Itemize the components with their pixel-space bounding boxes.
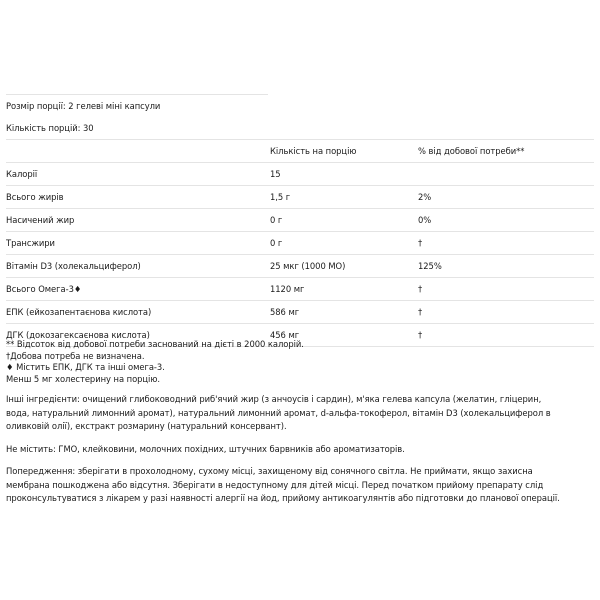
nutrient-daily-value: † — [418, 324, 594, 347]
warning-line: Попередження: зберігати в прохолодному, сухому місці, захищеному від сонячного світла. Не приймати, якщо захисна — [6, 466, 533, 476]
nutrient-amount: 456 мг — [270, 324, 418, 347]
serving-count — [6, 117, 594, 139]
nutrient-name: Трансжири — [6, 232, 270, 255]
nutrient-daily-value: † — [418, 301, 594, 324]
footnote-daily-value: ** Відсоток від добової потреби заснований на дієті в 2000 калорій. — [6, 339, 304, 349]
nutrient-name: Вітамін D3 (холекальциферол) — [6, 255, 270, 278]
nutrient-amount: 1120 мг — [270, 278, 418, 301]
other-ingredients — [6, 393, 594, 434]
nutrient-amount: 0 г — [270, 209, 418, 232]
nutrient-name: ДГК (докозагексаєнова кислота) — [6, 324, 270, 347]
nutrient-daily-value: † — [418, 278, 594, 301]
footnote-cholesterol: Менш 5 мг холестерину на порцію. — [6, 373, 160, 384]
footnote-omega: ♦ Містить ЕПК, ДГК та інші омега-3. — [6, 362, 165, 373]
nutrient-name: Всього Омега-3♦ — [6, 278, 270, 301]
nutrient-amount: 0 г — [270, 232, 418, 255]
nutrient-daily-value: 0% — [418, 209, 594, 232]
supplement-facts — [6, 94, 594, 347]
footnotes — [6, 339, 594, 385]
serving-count-text: Кількість порцій: 30 — [6, 123, 94, 133]
warning-line: мембрана пошкоджена або відсутня. Зберігати в недоступному для дітей місці. Перед початком прийому препарату слід — [6, 479, 544, 490]
not-contains-line: Не містить: ГМО, клейковини, молочних похідних, штучних барвників або ароматизаторів. — [6, 444, 405, 454]
header-amount: Кількість на порцію — [270, 140, 418, 163]
nutrient-name: Калорії — [6, 163, 270, 186]
table-header-row — [6, 140, 594, 163]
ingredients-line: оливковій олії), екстракт розмарину (натуральний консервант). — [6, 421, 287, 432]
header-nutrient — [6, 140, 270, 163]
nutrient-name: ЕПК (ейкозапентаєнова кислота) — [6, 301, 270, 324]
serving-size — [6, 94, 268, 117]
does-not-contain — [6, 443, 594, 457]
nutrient-amount: 586 мг — [270, 301, 418, 324]
header-daily-value: % від добової потреби** — [418, 140, 594, 163]
nutrient-amount: 15 — [270, 163, 418, 186]
nutrient-name: Насичений жир — [6, 209, 270, 232]
nutrient-name: Всього жирів — [6, 186, 270, 209]
table-row — [6, 232, 594, 255]
serving-size-text: Розмір порції: 2 гелеві міні капсули — [6, 101, 161, 111]
table-row — [6, 301, 594, 324]
ingredients-line: вода, натуральний лимонний аромат), натуральний лимонний аромат, d-альфа-токоферол, вітамін D3 (холекальциферол в — [6, 407, 551, 418]
table-row — [6, 163, 594, 186]
warnings — [6, 465, 594, 506]
nutrition-table — [6, 139, 594, 347]
footnote-not-established: †Добова потреба не визначена. — [6, 350, 145, 361]
table-row — [6, 186, 594, 209]
nutrient-daily-value: 2% — [418, 186, 594, 209]
nutrient-amount: 25 мкг (1000 МО) — [270, 255, 418, 278]
nutrient-daily-value: † — [418, 232, 594, 255]
warning-line: проконсультуватися з лікарем у разі наявності алергії на йод, прийому антикоагулянтів або підготовки до планової операції. — [6, 493, 560, 504]
nutrient-amount: 1,5 г — [270, 186, 418, 209]
table-row — [6, 209, 594, 232]
ingredients-line: Інші інгредієнти: очищений глибоководний риб'ячий жир (з анчоусів і сардин), м'яка гелева капсула (желатин, гліцерин, — [6, 394, 542, 404]
nutrient-daily-value — [418, 163, 594, 186]
nutrient-daily-value: 125% — [418, 255, 594, 278]
table-row — [6, 278, 594, 301]
table-row — [6, 255, 594, 278]
